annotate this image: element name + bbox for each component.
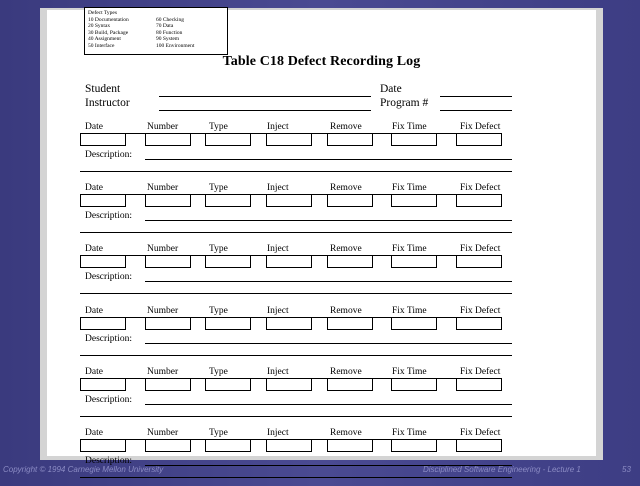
instructor-label: Instructor	[85, 97, 130, 109]
column-label: Date	[85, 183, 103, 193]
entry-cell[interactable]	[456, 195, 502, 207]
defect-type-item: 50 Interface	[88, 42, 115, 49]
entry-cell[interactable]	[80, 134, 126, 146]
defect-type-item: 80 Function	[156, 29, 183, 36]
defect-types-box	[84, 7, 228, 55]
description-line[interactable]	[80, 293, 512, 294]
column-label: Date	[85, 367, 103, 377]
entry-cell[interactable]	[391, 379, 437, 391]
entry-cell[interactable]	[145, 256, 191, 268]
date-line[interactable]	[440, 96, 512, 97]
entry-cell[interactable]	[456, 440, 502, 452]
defect-record	[47, 183, 596, 241]
entry-cell[interactable]	[327, 379, 373, 391]
defect-record	[47, 428, 596, 486]
defect-type-item: 30 Build, Package	[88, 29, 129, 36]
instructor-line[interactable]	[159, 110, 371, 111]
entry-cell[interactable]	[327, 440, 373, 452]
entry-cell[interactable]	[266, 379, 312, 391]
entry-cell[interactable]	[327, 195, 373, 207]
entry-cell[interactable]	[80, 440, 126, 452]
entry-cell[interactable]	[145, 318, 191, 330]
description-line[interactable]	[80, 232, 512, 233]
description-line[interactable]	[145, 159, 512, 160]
row-divider	[80, 133, 502, 134]
description-label: Description:	[85, 272, 132, 282]
column-label: Remove	[330, 183, 362, 193]
row-divider	[80, 378, 502, 379]
footer-copyright: Copyright © 1994 Carnegie Mellon University	[3, 465, 164, 474]
entry-cell[interactable]	[80, 318, 126, 330]
description-line[interactable]	[80, 171, 512, 172]
defect-log-form	[47, 10, 596, 466]
column-label: Fix Time	[392, 306, 427, 316]
entry-cell[interactable]	[391, 256, 437, 268]
column-label: Remove	[330, 122, 362, 132]
row-divider	[80, 317, 502, 318]
entry-cell[interactable]	[145, 379, 191, 391]
column-label: Number	[147, 306, 179, 316]
description-line[interactable]	[145, 281, 512, 282]
entry-cell[interactable]	[266, 318, 312, 330]
entry-cell[interactable]	[80, 195, 126, 207]
entry-cell[interactable]	[391, 134, 437, 146]
column-label: Date	[85, 428, 103, 438]
column-label: Fix Defect	[460, 122, 501, 132]
entry-cell[interactable]	[456, 256, 502, 268]
column-label: Date	[85, 306, 103, 316]
column-label: Fix Defect	[460, 244, 501, 254]
row-divider	[80, 439, 502, 440]
column-label: Fix Defect	[460, 183, 501, 193]
column-label: Number	[147, 428, 179, 438]
entry-cell[interactable]	[327, 256, 373, 268]
entry-cell[interactable]	[391, 318, 437, 330]
description-line[interactable]	[145, 404, 512, 405]
column-label: Remove	[330, 367, 362, 377]
column-label: Type	[209, 122, 228, 132]
entry-cell[interactable]	[145, 134, 191, 146]
footer-course: Disciplined Software Engineering - Lecture 1	[423, 465, 581, 474]
column-label: Inject	[267, 367, 289, 377]
row-divider	[80, 194, 502, 195]
defect-type-item: 70 Data	[156, 23, 174, 30]
entry-cell[interactable]	[205, 379, 251, 391]
defect-type-item: 60 Checking	[156, 16, 184, 23]
student-label: Student	[85, 83, 121, 95]
defect-types-title: Defect Types	[88, 10, 117, 16]
column-label: Date	[85, 244, 103, 254]
entry-cell[interactable]	[205, 195, 251, 207]
description-label: Description:	[85, 334, 132, 344]
column-label: Fix Defect	[460, 428, 501, 438]
description-line[interactable]	[80, 477, 512, 478]
footer-page-number: 53	[622, 465, 631, 474]
column-label: Fix Defect	[460, 306, 501, 316]
column-label: Number	[147, 367, 179, 377]
entry-cell[interactable]	[266, 256, 312, 268]
description-label: Description:	[85, 395, 132, 405]
entry-cell[interactable]	[80, 379, 126, 391]
column-label: Type	[209, 428, 228, 438]
entry-cell[interactable]	[145, 440, 191, 452]
column-label: Type	[209, 244, 228, 254]
column-label: Number	[147, 183, 179, 193]
column-label: Inject	[267, 306, 289, 316]
column-label: Remove	[330, 306, 362, 316]
entry-cell[interactable]	[391, 195, 437, 207]
column-label: Type	[209, 367, 228, 377]
description-label: Description:	[85, 150, 132, 160]
column-label: Number	[147, 244, 179, 254]
column-label: Remove	[330, 428, 362, 438]
entry-cell[interactable]	[327, 134, 373, 146]
column-label: Remove	[330, 244, 362, 254]
defect-type-item: 20 Syntax	[88, 23, 111, 30]
student-line[interactable]	[159, 96, 371, 97]
column-label: Fix Time	[392, 428, 427, 438]
entry-cell[interactable]	[327, 318, 373, 330]
defect-record	[47, 306, 596, 364]
column-label: Inject	[267, 244, 289, 254]
form-title: Table C18 Defect Recording Log	[222, 54, 421, 69]
defect-type-item: 40 Assignment	[88, 36, 121, 43]
entry-cell[interactable]	[456, 379, 502, 391]
program-line[interactable]	[440, 110, 512, 111]
defect-type-item: 10 Documentation	[88, 16, 129, 23]
entry-cell[interactable]	[80, 256, 126, 268]
date-label: Date	[380, 83, 402, 95]
defect-record	[47, 122, 596, 180]
entry-cell[interactable]	[145, 195, 191, 207]
column-label: Fix Time	[392, 244, 427, 254]
description-line[interactable]	[80, 355, 512, 356]
entry-cell[interactable]	[391, 440, 437, 452]
defect-record	[47, 367, 596, 425]
entry-cell[interactable]	[205, 318, 251, 330]
column-label: Fix Time	[392, 183, 427, 193]
entry-cell[interactable]	[266, 195, 312, 207]
column-label: Inject	[267, 122, 289, 132]
entry-cell[interactable]	[205, 256, 251, 268]
description-line[interactable]	[145, 220, 512, 221]
column-label: Number	[147, 122, 179, 132]
entry-cell[interactable]	[266, 134, 312, 146]
entry-cell[interactable]	[205, 440, 251, 452]
entry-cell[interactable]	[266, 440, 312, 452]
entry-cell[interactable]	[456, 318, 502, 330]
column-label: Date	[85, 122, 103, 132]
entry-cell[interactable]	[456, 134, 502, 146]
description-label: Description:	[85, 456, 132, 466]
program-label: Program #	[380, 97, 429, 109]
column-label: Fix Time	[392, 122, 427, 132]
column-label: Inject	[267, 183, 289, 193]
column-label: Type	[209, 306, 228, 316]
column-label: Fix Defect	[460, 367, 501, 377]
defect-type-item: 100 Environment	[156, 42, 195, 49]
description-label: Description:	[85, 211, 132, 221]
defect-record	[47, 244, 596, 302]
description-line[interactable]	[80, 416, 512, 417]
defect-type-item: 90 System	[156, 36, 180, 43]
column-label: Inject	[267, 428, 289, 438]
description-line[interactable]	[145, 343, 512, 344]
column-label: Fix Time	[392, 367, 427, 377]
defect-types-list	[88, 17, 225, 50]
column-label: Type	[209, 183, 228, 193]
entry-cell[interactable]	[205, 134, 251, 146]
row-divider	[80, 255, 502, 256]
